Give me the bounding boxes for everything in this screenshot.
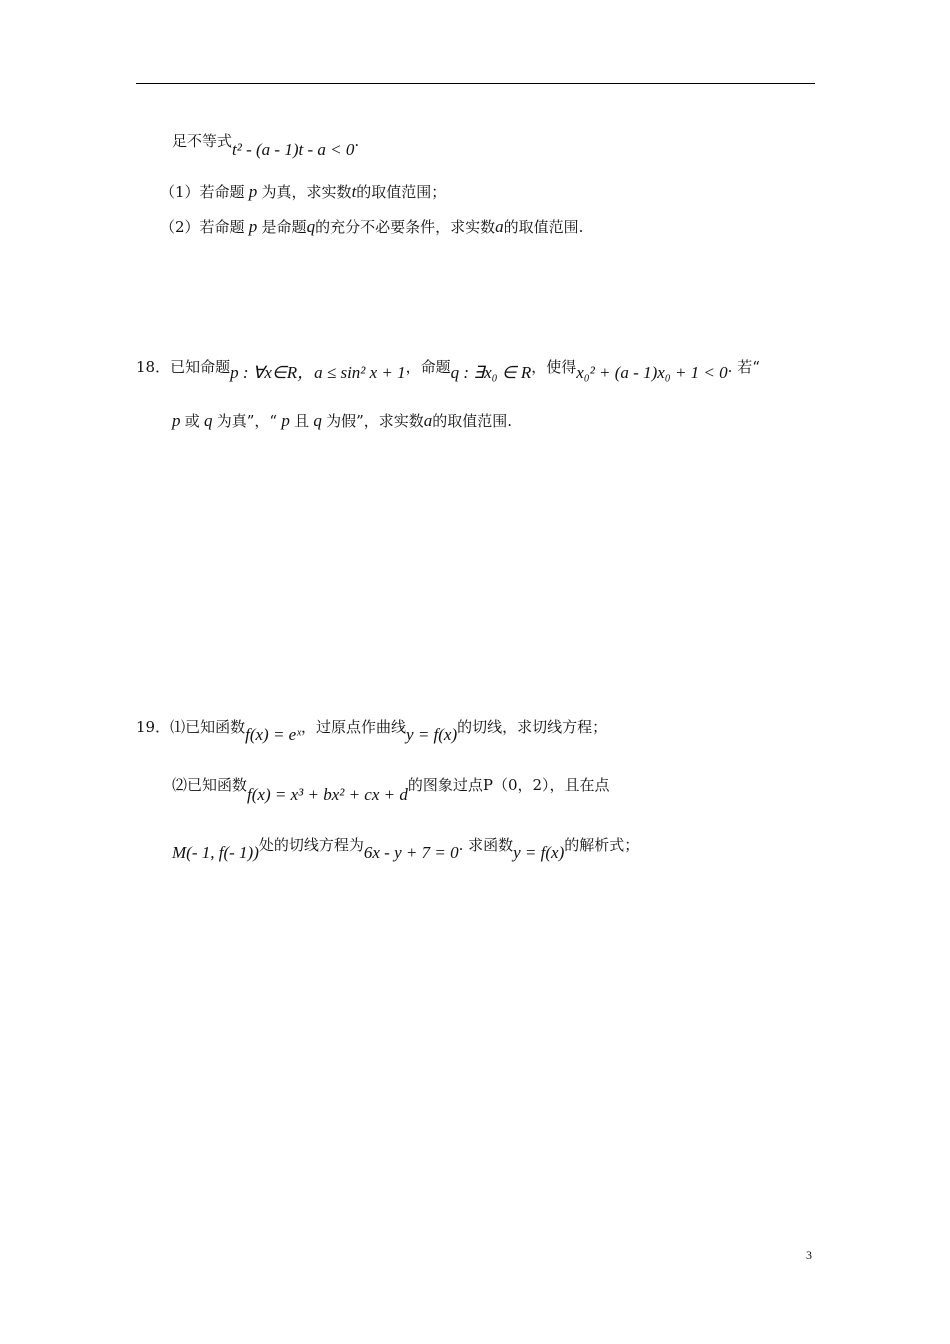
q18-true: 为真”，“ bbox=[216, 412, 278, 430]
q18-line2: p 或 q 为真”，“ p 且 q 为假”，求实数a的取值范围. bbox=[172, 411, 513, 430]
q19-tangent-line: 6x - y + 7 = 0 bbox=[363, 843, 459, 862]
q19-part3-mid: 处的切线方程为 bbox=[258, 836, 364, 854]
q17-part2-end: 的取值范围. bbox=[503, 218, 584, 236]
q17-part1-end: 的取值范围； bbox=[356, 183, 447, 201]
q19-part1-label: ⑴已知函数 bbox=[170, 718, 246, 736]
header-rule bbox=[136, 83, 815, 84]
q17-part2-label: （2）若命题 bbox=[160, 218, 245, 236]
q17-part2: （2）若命题 p 是命题q的充分不必要条件，求实数a的取值范围. bbox=[160, 217, 584, 236]
q19-part2-label: ⑵已知函数 bbox=[172, 776, 248, 794]
q18-number: 18．已知命题 bbox=[136, 358, 231, 376]
q18-and: 且 bbox=[294, 412, 310, 430]
q19-line2 bbox=[172, 776, 610, 804]
q18-inequality: x₀² + (a - 1)x₀ + 1 < 0 bbox=[576, 363, 728, 382]
q19-number: 19． bbox=[136, 718, 171, 736]
q18-use: ，使得 bbox=[531, 358, 577, 376]
q17-part1: （1）若命题 p 为真，求实数t的取值范围； bbox=[160, 182, 447, 201]
q17-intro-line bbox=[172, 132, 360, 159]
q17-part2-mid2: 的充分不必要条件，求实数 bbox=[315, 218, 496, 236]
q18-or: 或 bbox=[184, 412, 200, 430]
q19-part1-end: 的切线，求切线方程； bbox=[457, 718, 608, 736]
q18-false: 为假”，求实数 bbox=[326, 412, 424, 430]
q17-part1-label: （1）若命题 bbox=[160, 183, 245, 201]
q18-ruo: . 若“ bbox=[727, 358, 760, 376]
q17-part2-mid1: 是命题 bbox=[261, 218, 307, 236]
page-number: 3 bbox=[806, 1248, 812, 1262]
q18-comma: ，命题 bbox=[405, 358, 451, 376]
q19-line1 bbox=[136, 718, 608, 744]
q19-part1-mid: ，过原点作曲线 bbox=[301, 718, 407, 736]
q19-cubic-function: f(x) = x³ + bx² + cx + d bbox=[247, 785, 408, 804]
q19-point-m: M(- 1, f(- 1)) bbox=[172, 843, 259, 862]
q17-inequality: t² - (a - 1)t - a < 0 bbox=[232, 140, 355, 159]
q17-part1-mid: 为真，求实数 bbox=[261, 183, 352, 201]
q18-p-definition: p : ∀x∈R，a ≤ sin² x + 1 bbox=[230, 363, 406, 382]
q19-part2-mid: 的图象过点P（0，2），且在点 bbox=[407, 776, 610, 794]
q19-curve: y = f(x) bbox=[406, 725, 458, 744]
q18-line1 bbox=[136, 358, 760, 382]
q19-part3-ask: . 求函数 bbox=[458, 836, 514, 854]
q18-range: 的取值范围. bbox=[432, 412, 513, 430]
q19-function-exp: f(x) = eˣ bbox=[245, 725, 302, 744]
q17-period: . bbox=[354, 132, 360, 150]
q19-line3 bbox=[172, 836, 640, 862]
q17-intro-text: 足不等式 bbox=[172, 132, 233, 150]
q18-q-definition: q : ∃x₀ ∈ R bbox=[450, 363, 532, 382]
q19-curve-2: y = f(x) bbox=[513, 843, 565, 862]
q19-part3-end: 的解析式； bbox=[564, 836, 640, 854]
